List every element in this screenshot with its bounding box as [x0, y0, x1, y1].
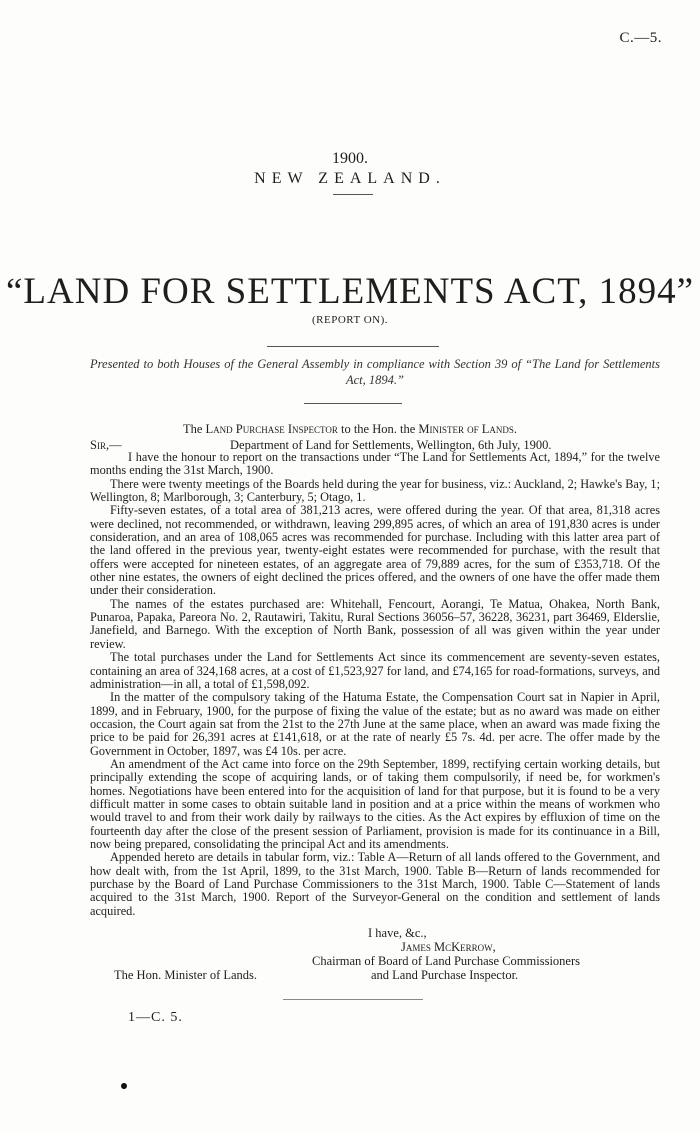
signatory-name: James McKerrow, [401, 940, 496, 954]
signatory-title: Chairman of Board of Land Purchase Commissioners [312, 954, 581, 968]
letter-from: Land Purchase Inspector [205, 422, 338, 436]
presented-notice: Presented to both Houses of the General Assembly in compliance with Section 39 of “The Land for Settlements Act, 1894.” [90, 357, 660, 387]
addressee: The Hon. Minister of Lands. [114, 968, 258, 982]
letter-paragraph: An amendment of the Act came into force on the 29th September, 1899, rectifying certain working details, but principally extending the scope of acquiring lands, or of taking them compulsorily, if need be, for workmen's homes. Negotiations have been entered into for the acquisition of land for that purpose, but it is found to be a very difficult matter in some cases to obtain suitable land in position and at a price within the means of workmen who would travel to and from their work daily by railways to the cities. As the Act expires by effluxion of time on the fourteenth day after the close of the present session of Parliament, provision is made for its continuance in a Bill, now being prepared, consolidating the principal Act and its amendments. [90, 756, 660, 851]
letter-heading [0, 422, 700, 437]
page-number: 1—C. 5. [128, 1010, 183, 1025]
closing: I have, &c., [368, 926, 427, 940]
letter-paragraph: The total purchases under the Land for Settlements Act since its commencement are seventy-seven estates, containing an area of 324,168 acres, at a cost of £1,523,927 for land, and £74,165 for road-formations, surveys, and administration—in all, a total of £1,598,092. [90, 650, 660, 691]
letter-paragraph: There were twenty meetings of the Boards held during the year for business, viz.: Auckland, 2; Hawke's Bay, 1; Wellington, 8; Marlborough, 3; Canterbury, 5; Otago, 1. [90, 476, 660, 505]
document-title: “LAND FOR SETTLEMENTS ACT, 1894” [5, 271, 695, 312]
letter-paragraph: The names of the estates purchased are: Whitehall, Fencourt, Aorangi, Te Matua, Ohakea, North Bank, Punaroa, Papaka, Pareora No. 2, Rautawiri, Takitu, Rural Sections 36056–57, 36228, 36231, part 36469, Elderslie, Janefield, and Barnego. With the exception of North Bank, possession of all was given within the year under review. [90, 596, 660, 651]
letter-heading-text: The [182, 422, 206, 436]
letter-to: Minister of Lands [418, 422, 514, 436]
divider-rule [283, 999, 423, 1000]
letter-body [90, 451, 660, 918]
letter-paragraph: In the matter of the compulsory taking of the Hatuma Estate, the Compensation Court sat in Napier in April, 1899, and in February, 1900, for the purpose of fixing the value of the estate; but as no award was made on either occasion, the Court again sat from the 21st to the 27th June at the same place, when an award was made fixing the price to be paid for 26,391 acres at £141,618, or at the rate of nearly £5 7s. 4d. per acre. The offer made by the Government in October, 1897, was £4 10s. per acre. [90, 690, 660, 758]
divider-rule [333, 194, 373, 195]
letter-paragraph: Fifty-seven estates, of a total area of 381,213 acres, were offered during the year. Of that area, 81,318 acres were declined, not recommended, or withdrawn, leaving 299,895 acres, of which an area of 191,830 acres is under consideration, and an area of 108,065 acres was recommended for purchase. Including with this latter area part of the land offered in the previous year, twenty-eight estates were recommended for purchase, with the result that offers were accepted for nineteen estates, of an aggregate area of 79,889 acres, for the sum of £353,718. Of the other nine estates, the owners of eight declined the prices offered, and the owners of one have the offer made them under their consideration. [90, 503, 660, 598]
report-year: 1900. [332, 150, 368, 167]
letter-heading-text: to the Hon. the [337, 422, 419, 436]
letter-address: Department of Land for Settlements, Wellington, 6th July, 1900. [230, 438, 552, 452]
ink-mark [120, 1082, 128, 1090]
document-subtitle: (REPORT ON). [311, 314, 389, 326]
letter-paragraph: I have the honour to report on the transactions under “The Land for Settlements Act, 1894,” for the twelve months ending the 31st March, 1900. [90, 450, 660, 478]
page-reference: C.—5. [619, 30, 662, 46]
letter-paragraph: Appended hereto are details in tabular form, viz.: Table A—Return of all lands offered to the Government, and how dealt with, from the 1st April, 1899, to the 31st March, 1900. Table B—Return of lands recommended for purchase by the Board of Land Purchase Commissioners to the 31st March, 1900. Table C—Statement of lands acquired to the 31st March, 1900. Report of the Surveyor-General on the condition and settlement of lands acquired. [90, 850, 660, 918]
salutation: Sir,— [90, 438, 122, 452]
divider-rule [267, 346, 439, 347]
divider-rule [304, 403, 402, 404]
signatory-title: and Land Purchase Inspector. [371, 968, 519, 982]
letter-heading-text: . [513, 422, 518, 436]
country-heading: NEW ZEALAND. [254, 170, 446, 187]
